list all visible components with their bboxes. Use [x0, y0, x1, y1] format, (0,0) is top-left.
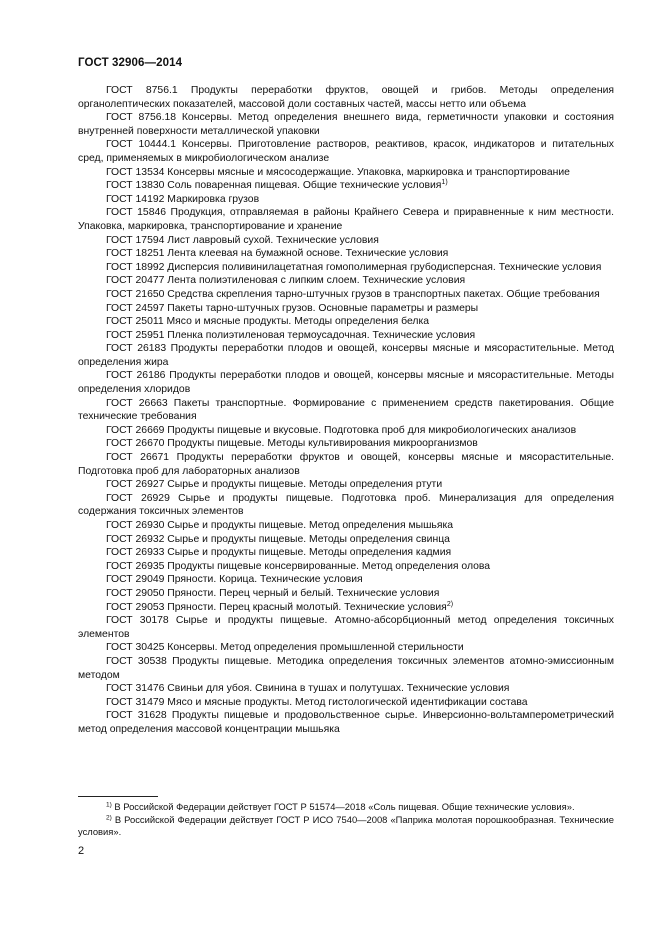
reference-text: ГОСТ 10444.1 Консервы. Приготовление растворов, реактивов, красок, индикаторов и питательных сред, применяемых в микробиологическом анализе [78, 139, 614, 164]
reference-item [78, 166, 614, 180]
reference-text: ГОСТ 29050 Пряности. Перец черный и белый. Технические условия [106, 587, 440, 599]
footnote-item [78, 801, 614, 814]
reference-item [78, 288, 614, 302]
footnote-mark: 2) [106, 814, 112, 821]
reference-text: ГОСТ 26932 Сырье и продукты пищевые. Методы определения свинца [106, 533, 450, 545]
reference-item [78, 641, 614, 655]
reference-item [78, 329, 614, 343]
reference-item [78, 84, 614, 111]
reference-item [78, 492, 614, 519]
reference-item [78, 478, 614, 492]
page-number: 2 [78, 845, 85, 857]
reference-text: ГОСТ 17594 Лист лавровый сухой. Технические условия [106, 234, 379, 246]
footnotes [78, 801, 614, 839]
reference-item [78, 234, 614, 248]
reference-item [78, 342, 614, 369]
reference-text: ГОСТ 26935 Продукты пищевые консервированные. Метод определения олова [106, 560, 491, 572]
reference-text: ГОСТ 30538 Продукты пищевые. Методика определения токсичных элементов атомно-эмиссионным методом [78, 655, 614, 681]
reference-item [78, 138, 614, 165]
reference-item [78, 587, 614, 601]
reference-text: ГОСТ 29049 Пряности. Корица. Технические условия [106, 574, 363, 586]
reference-item [78, 709, 614, 736]
reference-item [78, 206, 614, 233]
reference-text: ГОСТ 26927 Сырье и продукты пищевые. Методы определения ртути [106, 479, 443, 491]
reference-item [78, 614, 614, 641]
reference-text: ГОСТ 30178 Сырье и продукты пищевые. Атомно-абсорбционный метод определения токсичных элементов [78, 615, 614, 640]
reference-text: ГОСТ 26933 Сырье и продукты пищевые. Методы определения кадмия [106, 547, 452, 559]
reference-text: ГОСТ 26663 Пакеты транспортные. Формирование с применением средств пакетирования. Общие технические требования [78, 397, 614, 423]
reference-text: ГОСТ 30425 Консервы. Метод определения промышленной стерильности [106, 642, 464, 654]
reference-text: ГОСТ 26183 Продукты переработки плодов и овощей, консервы мясные и мясорастительные. Метод определения жира [78, 343, 614, 368]
reference-item [78, 315, 614, 329]
reference-item [78, 573, 614, 587]
reference-item [78, 696, 614, 710]
reference-text: ГОСТ 8756.18 Консервы. Метод определения внешнего вида, герметичности упаковки и состояния внутренней поверхности металлической упаковки [78, 112, 614, 137]
reference-text: ГОСТ 26671 Продукты переработки фруктов и овощей, консервы мясные и мясорастительные. Подготовка проб для лабораторных анализов [78, 452, 614, 477]
reference-item [78, 193, 614, 207]
reference-text: ГОСТ 15846 Продукция, отправляемая в районы Крайнего Севера и приравненные к ним местности. Упаковка, маркировка, транспортирование и хранение [78, 207, 614, 232]
reference-item [78, 519, 614, 533]
reference-text: ГОСТ 14192 Маркировка грузов [106, 193, 260, 205]
reference-text: ГОСТ 20477 Лента полиэтиленовая с липким слоем. Технические условия [106, 275, 466, 287]
reference-text: ГОСТ 26930 Сырье и продукты пищевые. Метод определения мышьяка [106, 520, 454, 531]
footnote-text: В Российской Федерации действует ГОСТ Р 51574—2018 «Соль пищевая. Общие технические условия». [111, 801, 575, 812]
reference-item [78, 261, 614, 275]
reference-item [78, 437, 614, 451]
footnote-mark: 1) [106, 801, 112, 809]
reference-item [78, 274, 614, 288]
reference-item [78, 247, 614, 261]
reference-text: ГОСТ 26929 Сырье и продукты пищевые. Подготовка проб. Минерализация для определения содержания токсичных элементов [78, 492, 614, 518]
reference-item [78, 533, 614, 547]
reference-item [78, 111, 614, 138]
reference-text: ГОСТ 26670 Продукты пищевые. Методы культивирования микроорганизмов [106, 438, 478, 450]
reference-item [78, 682, 614, 696]
footnote-item [78, 814, 614, 839]
footnote-separator [78, 796, 158, 797]
reference-text: ГОСТ 24597 Пакеты тарно-штучных грузов. Основные параметры и размеры [106, 302, 479, 314]
reference-item [78, 369, 614, 396]
reference-item [78, 424, 614, 438]
reference-item [78, 179, 614, 193]
normative-references-list [78, 84, 614, 737]
reference-item [78, 302, 614, 316]
reference-text: ГОСТ 21650 Средства скрепления тарно-штучных грузов в транспортных пакетах. Общие требования [106, 288, 600, 300]
reference-text: ГОСТ 25011 Мясо и мясные продукты. Методы определения белка [106, 316, 430, 328]
reference-text: ГОСТ 18251 Лента клеевая на бумажной основе. Технические условия [106, 248, 449, 260]
footnote-mark: 1) [441, 179, 448, 187]
footnote-text: В Российской Федерации действует ГОСТ Р ИСО 7540—2008 «Паприка молотая порошкообразная. Технические условия». [78, 813, 614, 837]
reference-item [78, 397, 614, 424]
document-header: ГОСТ 32906—2014 [78, 57, 183, 69]
reference-text: ГОСТ 31479 Мясо и мясные продукты. Метод гистологической идентификации состава [106, 696, 528, 708]
reference-text: ГОСТ 25951 Пленка полиэтиленовая термоусадочная. Технические условия [106, 329, 476, 341]
footnote-mark: 2) [446, 600, 454, 608]
reference-item [78, 451, 614, 478]
reference-text: ГОСТ 8756.1 Продукты переработки фруктов, овощей и грибов. Методы определения органолептических показателей, массовой доли составных частей, массы нетто или объема [78, 85, 614, 110]
reference-text: ГОСТ 31476 Свиньи для убоя. Свинина в тушах и полутушах. Технические условия [106, 683, 510, 695]
reference-text: ГОСТ 26669 Продукты пищевые и вкусовые. Подготовка проб для микробиологических анализов [106, 424, 577, 436]
reference-text: ГОСТ 26186 Продукты переработки плодов и овощей, консервы мясные и мясорастительные. Методы определения хлоридов [78, 370, 614, 396]
reference-item [78, 546, 614, 560]
reference-item [78, 655, 614, 682]
reference-text: ГОСТ 31628 Продукты пищевые и продовольственное сырье. Инверсионно-вольтамперометрический метод определения массовой концентрации мышьяка [78, 710, 614, 735]
reference-text: ГОСТ 13830 Соль поваренная пищевая. Общие технические условия [106, 180, 442, 192]
reference-item [78, 601, 614, 615]
reference-text: ГОСТ 13534 Консервы мясные и мясосодержащие. Упаковка, маркировка и транспортирование [106, 166, 570, 178]
reference-item [78, 560, 614, 574]
reference-text: ГОСТ 18992 Дисперсия поливинилацетатная гомополимерная грубодисперсная. Технические условия [106, 261, 602, 273]
reference-text: ГОСТ 29053 Пряности. Перец красный молотый. Технические условия [106, 601, 447, 613]
